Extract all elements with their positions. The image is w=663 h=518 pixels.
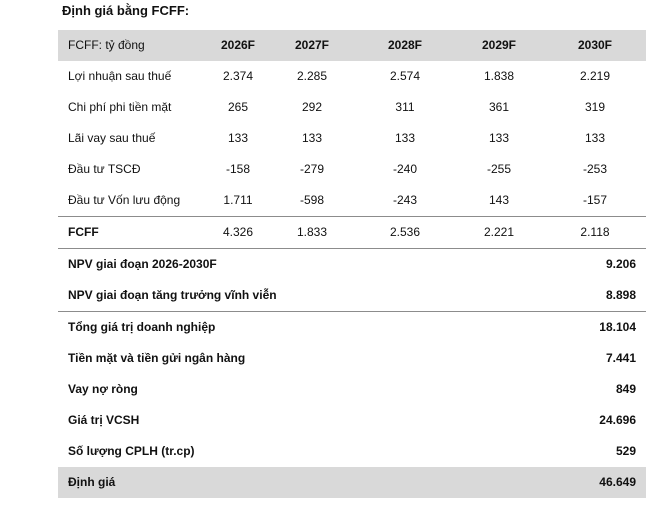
summary-row-shares-outstanding	[58, 436, 646, 467]
summary-row-net-debt	[58, 374, 646, 405]
valuation-row	[58, 467, 646, 498]
table-row-fixed-asset-investment	[58, 154, 646, 185]
page-title: Định giá bằng FCFF:	[62, 3, 190, 18]
header-year-2027: 2027F	[294, 38, 330, 52]
cell-value: -240	[392, 162, 418, 176]
summary-label: Giá trị VCSH	[68, 413, 140, 427]
summary-value: 8.898	[605, 288, 636, 302]
table-header-row	[58, 30, 646, 61]
table-row-net-profit	[58, 61, 646, 92]
cell-value: 133	[301, 131, 323, 145]
cell-value: -598	[299, 193, 325, 207]
cell-value: 2.285	[296, 69, 328, 83]
cell-value: 311	[395, 100, 415, 114]
summary-value: 7.441	[605, 351, 636, 365]
fcff-value: 4.326	[222, 225, 254, 239]
summary-value: 849	[615, 382, 636, 396]
cell-value: -279	[299, 162, 325, 176]
table-row-fcff	[58, 216, 646, 249]
cell-value: -158	[225, 162, 251, 176]
row-label: Đầu tư Vốn lưu động	[68, 193, 181, 207]
header-year-2029: 2029F	[481, 38, 517, 52]
valuation-value: 46.649	[599, 475, 636, 489]
summary-label: NPV giai đoạn tăng trưởng vĩnh viễn	[68, 288, 277, 302]
cell-value: 143	[488, 193, 510, 207]
cell-value: -253	[582, 162, 608, 176]
summary-row-npv-terminal	[58, 280, 646, 312]
fcff-value: 2.221	[483, 225, 515, 239]
header-year-2030: 2030F	[577, 38, 613, 52]
table-row-working-capital-investment	[58, 185, 646, 216]
cell-value: 133	[584, 131, 606, 145]
cell-value: 2.219	[579, 69, 611, 83]
fcff-value: 2.536	[389, 225, 421, 239]
header-unit-label: FCFF: tỷ đồng	[68, 38, 145, 52]
valuation-label: Định giá	[68, 475, 116, 489]
summary-row-enterprise-value	[58, 312, 646, 343]
summary-label: NPV giai đoạn 2026-2030F	[68, 257, 217, 271]
summary-row-cash	[58, 343, 646, 374]
fcff-value: 2.118	[580, 225, 610, 239]
fcff-valuation-table	[58, 30, 646, 498]
header-year-2028: 2028F	[387, 38, 423, 52]
fcff-label: FCFF	[68, 225, 99, 239]
summary-label: Tiền mặt và tiền gửi ngân hàng	[68, 351, 246, 365]
cell-value: 1.711	[223, 193, 253, 207]
row-label: Chi phí phi tiền mặt	[68, 100, 172, 114]
summary-label: Vay nợ ròng	[68, 382, 138, 396]
cell-value: 319	[584, 100, 606, 114]
cell-value: -255	[486, 162, 512, 176]
cell-value: 133	[488, 131, 510, 145]
summary-row-npv-forecast	[58, 249, 646, 280]
cell-value: -243	[392, 193, 418, 207]
cell-value: 361	[488, 100, 510, 114]
cell-value: 133	[227, 131, 249, 145]
row-label: Đầu tư TSCĐ	[68, 162, 141, 176]
summary-value: 18.104	[599, 320, 636, 334]
summary-value: 9.206	[605, 257, 636, 271]
row-label: Lợi nhuận sau thuế	[68, 69, 172, 83]
cell-value: 265	[227, 100, 249, 114]
summary-row-equity-value	[58, 405, 646, 436]
cell-value: 2.574	[389, 69, 421, 83]
summary-label: Tổng giá trị doanh nghiệp	[68, 320, 216, 334]
summary-value: 529	[615, 444, 636, 458]
cell-value: 133	[394, 131, 416, 145]
fcff-value: 1.833	[296, 225, 328, 239]
cell-value: -157	[582, 193, 608, 207]
summary-label: Số lượng CPLH (tr.cp)	[68, 444, 195, 458]
table-row-noncash-cost	[58, 92, 646, 123]
cell-value: 1.838	[483, 69, 515, 83]
table-row-after-tax-interest	[58, 123, 646, 154]
summary-value: 24.696	[599, 413, 636, 427]
cell-value: 2.374	[222, 69, 254, 83]
header-year-2026: 2026F	[220, 38, 256, 52]
row-label: Lãi vay sau thuế	[68, 131, 156, 145]
cell-value: 292	[301, 100, 323, 114]
